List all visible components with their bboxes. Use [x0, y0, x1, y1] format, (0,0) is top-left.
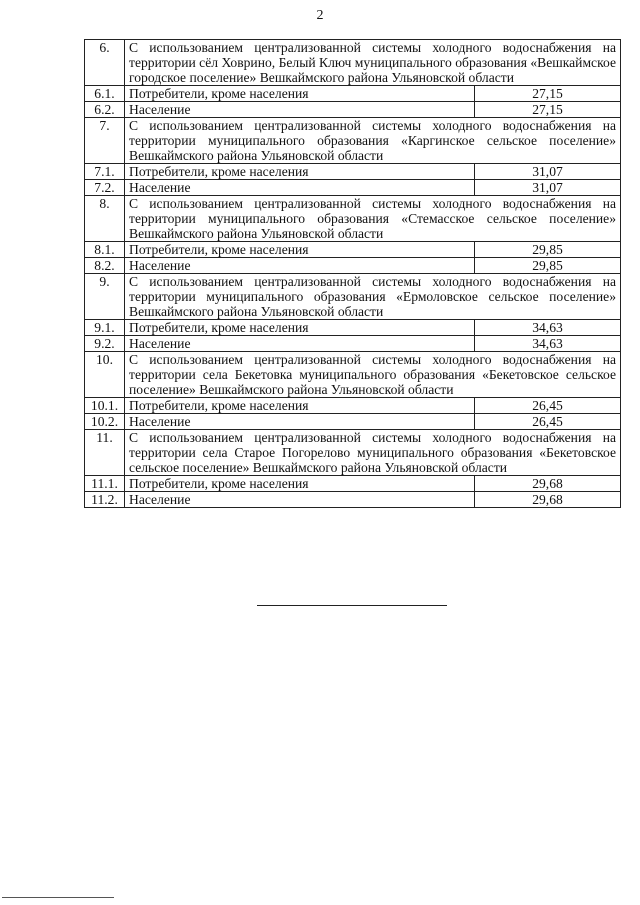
tariff-row [85, 242, 621, 258]
consumer-category: Население [125, 180, 475, 196]
section-description: С использованием централизованной системы холодного водоснабжения на территории села Бекетовка муниципального образования «Бекетовское сельское поселение» Вешкаймского района Ульяновской области [125, 352, 621, 398]
section-number: 11. [85, 430, 125, 476]
row-number: 6.2. [85, 102, 125, 118]
row-number: 9.1. [85, 320, 125, 336]
section-header-row [85, 196, 621, 242]
tariff-row [85, 102, 621, 118]
consumer-category: Население [125, 258, 475, 274]
tariff-row [85, 476, 621, 492]
section-header-row [85, 430, 621, 476]
section-header-row [85, 118, 621, 164]
tariff-row [85, 398, 621, 414]
section-description: С использованием централизованной системы холодного водоснабжения на территории муниципального образования «Ермоловское сельское поселение» Вешкаймского района Ульяновской области [125, 274, 621, 320]
page-number: 2 [316, 8, 324, 23]
row-number: 11.1. [85, 476, 125, 492]
signature-line [257, 605, 447, 606]
row-number: 8.2. [85, 258, 125, 274]
tariff-value: 29,68 [475, 492, 621, 508]
tariff-value: 26,45 [475, 398, 621, 414]
tariff-row [85, 164, 621, 180]
section-header-row [85, 274, 621, 320]
tariff-row [85, 492, 621, 508]
row-number: 9.2. [85, 336, 125, 352]
section-number: 10. [85, 352, 125, 398]
row-number: 10.1. [85, 398, 125, 414]
consumer-category: Потребители, кроме населения [125, 86, 475, 102]
row-number: 7.1. [85, 164, 125, 180]
tariff-table [84, 39, 621, 508]
section-description: С использованием централизованной системы холодного водоснабжения на территории муниципального образования «Каргинское сельское поселение» Вешкаймского района Ульяновской области [125, 118, 621, 164]
tariff-value: 27,15 [475, 86, 621, 102]
section-description: С использованием централизованной системы холодного водоснабжения на территории села Старое Погорелово муниципального образования «Бекетовское сельское поселение» Вешкаймского района Ульяновской области [125, 430, 621, 476]
row-number: 7.2. [85, 180, 125, 196]
consumer-category: Население [125, 336, 475, 352]
section-number: 7. [85, 118, 125, 164]
tariff-row [85, 86, 621, 102]
section-description: С использованием централизованной системы холодного водоснабжения на территории муниципального образования «Стемасское сельское поселение» Вешкаймского района Ульяновской области [125, 196, 621, 242]
footer-rule [2, 897, 114, 898]
tariff-value: 29,85 [475, 258, 621, 274]
consumer-category: Население [125, 102, 475, 118]
tariff-value: 34,63 [475, 320, 621, 336]
section-number: 8. [85, 196, 125, 242]
section-number: 6. [85, 40, 125, 86]
tariff-value: 26,45 [475, 414, 621, 430]
consumer-category: Население [125, 492, 475, 508]
tariff-row [85, 180, 621, 196]
tariff-value: 29,68 [475, 476, 621, 492]
section-description: С использованием централизованной системы холодного водоснабжения на территории сёл Ховрино, Белый Ключ муниципального образования «Вешкаймское городское поселение» Вешкаймского района Ульяновской области [125, 40, 621, 86]
tariff-row [85, 320, 621, 336]
consumer-category: Потребители, кроме населения [125, 476, 475, 492]
section-header-row [85, 352, 621, 398]
consumer-category: Потребители, кроме населения [125, 242, 475, 258]
tariff-value: 31,07 [475, 164, 621, 180]
row-number: 10.2. [85, 414, 125, 430]
consumer-category: Потребители, кроме населения [125, 320, 475, 336]
row-number: 11.2. [85, 492, 125, 508]
consumer-category: Потребители, кроме населения [125, 164, 475, 180]
tariff-value: 29,85 [475, 242, 621, 258]
row-number: 8.1. [85, 242, 125, 258]
tariff-row [85, 414, 621, 430]
tariff-row [85, 258, 621, 274]
tariff-row [85, 336, 621, 352]
tariff-value: 27,15 [475, 102, 621, 118]
consumer-category: Потребители, кроме населения [125, 398, 475, 414]
row-number: 6.1. [85, 86, 125, 102]
tariff-table-body [85, 40, 621, 508]
section-header-row [85, 40, 621, 86]
tariff-value: 31,07 [475, 180, 621, 196]
section-number: 9. [85, 274, 125, 320]
tariff-value: 34,63 [475, 336, 621, 352]
consumer-category: Население [125, 414, 475, 430]
